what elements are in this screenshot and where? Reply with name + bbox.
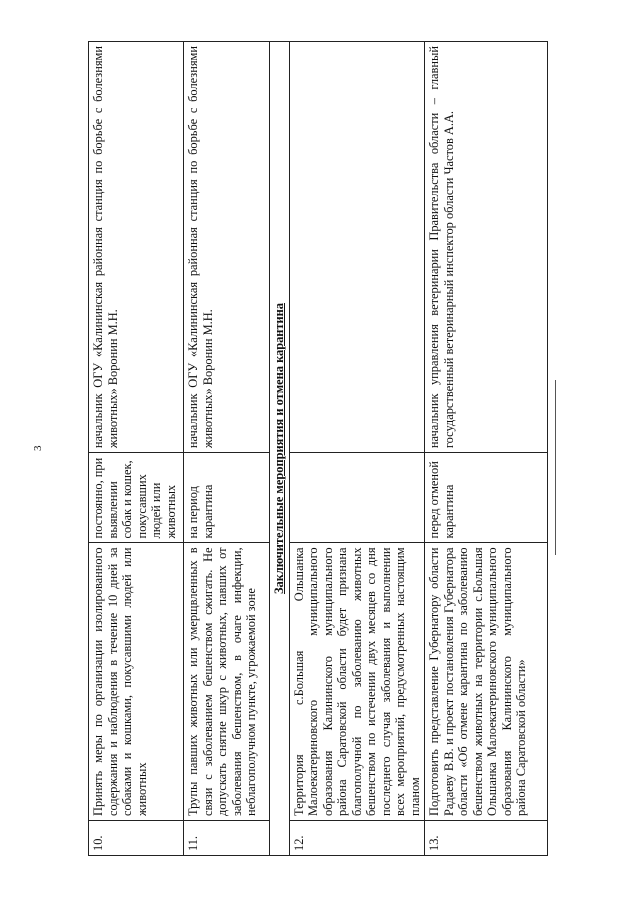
section-row [270, 42, 290, 856]
row-number: 11. [184, 821, 270, 856]
table-row [89, 42, 184, 856]
period-cell: перед отменой карантина [425, 453, 548, 543]
row-number: 10. [89, 821, 184, 856]
responsible-cell: начальник ОГУ «Калининская районная станция по борьбе с болезнями животных» Воронин М.Н. [184, 42, 270, 453]
period-cell [289, 453, 425, 543]
table-row [289, 42, 425, 856]
measure-cell: Трупы павших животных или умерщвленных в связи с заболеванием бешенством сжигать. Не допускать снятие шкур с животных, павших от заболевания бешенством, в очаге инфекции, неблагополучном пункте, угрожаемой зоне [184, 543, 270, 821]
page-number: 3 [32, 445, 44, 451]
row-number: 12. [289, 821, 425, 856]
signature-divider-line [555, 380, 556, 555]
table-row [184, 42, 270, 856]
period-cell: на период карантина [184, 453, 270, 543]
period-cell: постоянно, при выявлении собак и кошек, покусавших людей или животных [89, 453, 184, 543]
measures-table [88, 41, 548, 856]
responsible-cell [289, 42, 425, 453]
section-title: Заключительные мероприятия и отмена карантина [270, 42, 290, 856]
responsible-cell: начальник ОГУ «Калининская районная станция по борьбе с болезнями животных» Воронин М.Н. [89, 42, 184, 453]
row-number: 13. [425, 821, 548, 856]
rotated-plan-table [88, 41, 548, 856]
table-row [425, 42, 548, 856]
responsible-cell: начальник управления ветеринарии Правительства области – главный государственный ветеринарный инспектор области Частов А.А. [425, 42, 548, 453]
measure-cell: Территория с.Большая Ольшанка Малоекатериновского муниципального образования Калининского муниципального района Саратовской области будет признана благополучной по заболеванию животных бешенством по истечении двух месяцев со дня последнего случая заболевания и выполнении всех мероприятий, предусмотренных настоящим планом [289, 543, 425, 821]
measure-cell: Подготовить представление Губернатору области Радаеву В.В. и проект постановления Губернатора области «Об отмене карантина по заболеванию бешенством животных на территории с.Большая Ольшанка Малоекатериновского муниципального образования Калининского муниципального района Саратовской области» [425, 543, 548, 821]
measure-cell: Принять меры по организации изолированного содержания и наблюдения в течение 10 дней за собаками и кошками, покусавшими людей или животных [89, 543, 184, 821]
